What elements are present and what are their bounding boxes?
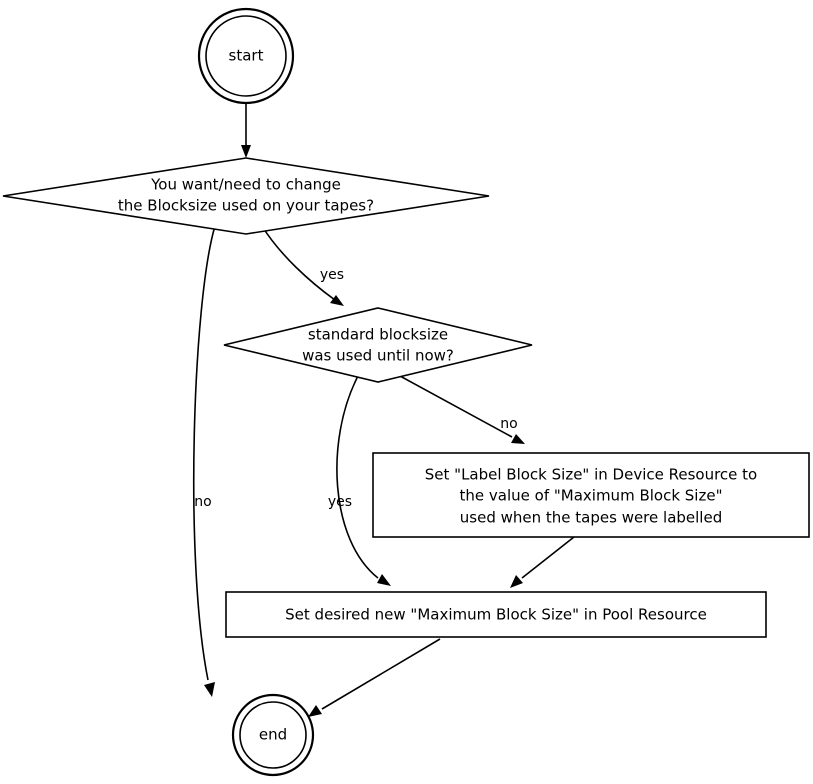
node-start[interactable]: [199, 9, 293, 103]
node-process1-line2: the value of "Maximum Block Size": [459, 486, 723, 505]
edge-process2-to-end: [308, 639, 440, 717]
arrowhead-icon: [377, 574, 391, 586]
arrowhead-icon: [510, 575, 523, 588]
node-decision2-line1: standard blocksize: [307, 325, 449, 344]
node-process1-line1: Set "Label Block Size" in Device Resource to: [424, 465, 758, 484]
edge-question1-to-question2: [262, 226, 344, 306]
node-end-label: end: [258, 725, 288, 744]
node-process-set-label-block-size[interactable]: [373, 453, 809, 537]
edge-label-yes-2: yes: [327, 494, 353, 510]
edge-label-no-1: no: [194, 494, 212, 510]
arrowhead-icon: [330, 295, 344, 306]
node-end[interactable]: [233, 695, 313, 775]
edge-start-to-question1: [241, 104, 251, 158]
edge-label-no-2: no: [500, 416, 518, 432]
arrowhead-icon: [308, 705, 322, 717]
arrowhead-icon: [241, 145, 251, 158]
node-process2-label: Set desired new "Maximum Block Size" in Pool Resource: [285, 605, 707, 624]
edge-process1-to-process2: [510, 537, 574, 588]
node-process-set-maximum-block-size[interactable]: [226, 592, 766, 637]
edge-question2-to-process1: [400, 376, 525, 444]
edge-label-yes-1: yes: [319, 267, 345, 283]
arrowhead-icon: [204, 682, 215, 697]
node-decision-change-blocksize[interactable]: [3, 158, 489, 234]
arrowhead-icon: [511, 434, 525, 444]
node-decision-standard-blocksize[interactable]: [224, 308, 532, 382]
node-decision2-line2: was used until now?: [302, 346, 454, 365]
node-process1-line3: used when the tapes were labelled: [459, 508, 723, 527]
node-decision1-line2: the Blocksize used on your tapes?: [117, 196, 375, 215]
node-decision1-line1: You want/need to change: [151, 175, 341, 194]
node-start-label: start: [228, 46, 264, 65]
edge-question1-to-end: [194, 226, 215, 697]
